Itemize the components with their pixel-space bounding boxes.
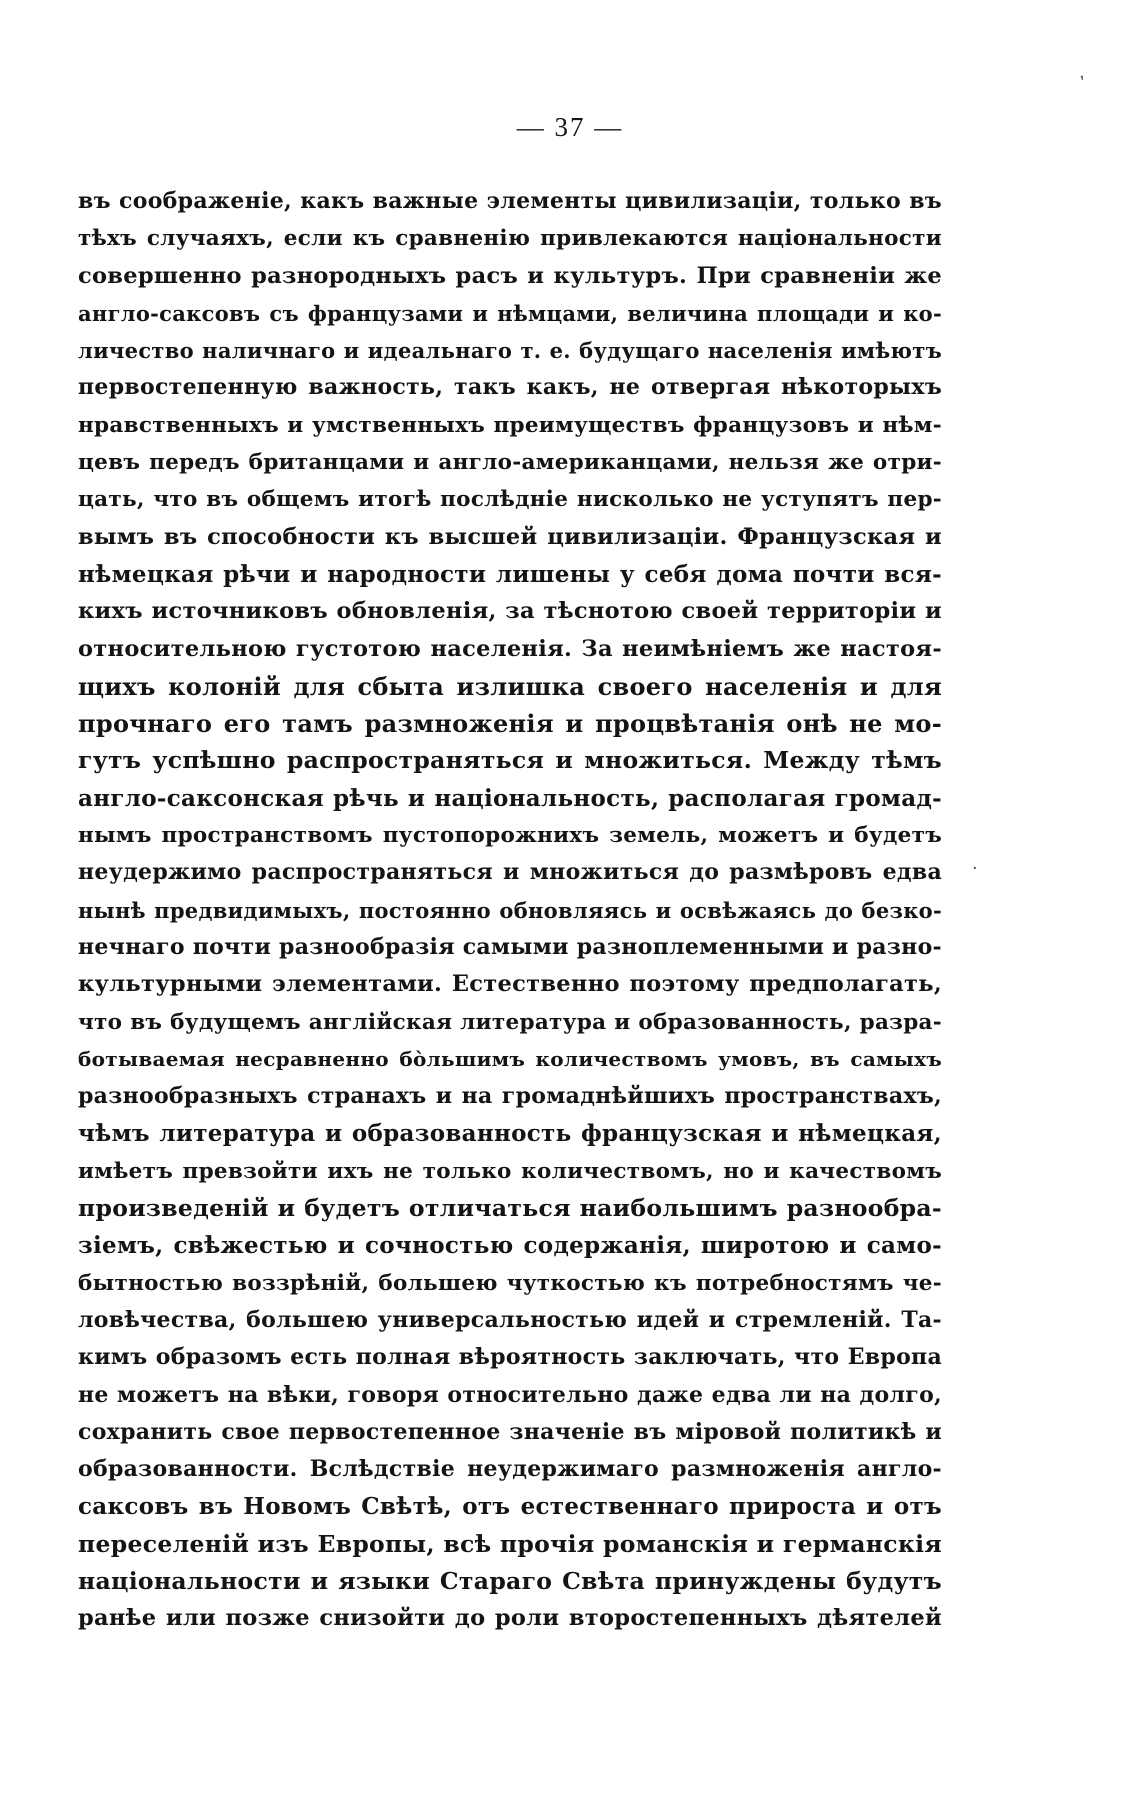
text-line: вымъ въ способности къ высшей цивилизаціи. Французская и [78,523,942,550]
text-line: кимъ образомъ есть полная вѣроятность заключать, что Европа [78,1344,942,1371]
text-line: щихъ колоній для сбыта излишка своего населенія и для [78,671,942,701]
text-line: кихъ источниковъ обновленія, за тѣснотою своей территоріи и [78,598,942,625]
text-line: гутъ успѣшно распространяться и множиться. Между тѣмъ [78,746,942,775]
text-line: нравственныхъ и умственныхъ преимуществъ французовъ и нѣм- [78,412,942,438]
text-line: національности и языки Стараго Свѣта принуждены будутъ [78,1566,942,1595]
text-line: бытностью воззрѣній, большею чуткостью къ потребностямъ че- [78,1270,942,1296]
text-line: переселеній изъ Европы, всѣ прочія романскія и германскія [78,1529,942,1558]
text-line: чѣмъ литература и образованность французская и нѣмецкая, [78,1120,942,1148]
text-line: нечнаго почти разнообразія самыми разноплеменными и разно- [78,933,942,960]
text-line: сохранить свое первостепенное значеніе въ міровой политикѣ и [78,1418,942,1445]
text-line: что въ будущемъ англійская литература и образованность, разра- [78,1009,942,1035]
text-line: первостепенную важность, такъ какъ, не отвергая нѣкоторыхъ [78,374,942,401]
text-line: ловѣчества, большею универсальностью идей и стремленій. Та- [78,1306,942,1333]
text-line: имѣетъ превзойти ихъ не только количествомъ, но и качествомъ [78,1158,942,1184]
text-line: ранѣе или позже снизойти до роли второстепенныхъ дѣятелей [78,1605,942,1632]
text-line: образованности. Вслѣдствіе неудержимаго размноженія англо- [78,1456,942,1483]
text-line: англо-саксовъ съ французами и нѣмцами, величина площади и ко- [78,300,942,326]
text-line: личество наличнаго и идеальнаго т. е. будущаго населенія имѣютъ [78,338,942,364]
scan-dot: · [972,858,978,879]
body-text [78,183,942,1638]
text-line: относительною густотою населенія. За неимѣніемъ же настоя- [78,635,942,662]
text-line: совершенно разнородныхъ расъ и культуръ. При сравненіи же [78,262,942,289]
text-line: зіемъ, свѣжестью и сочностью содержанія, широтою и само- [78,1232,942,1260]
text-line: тѣхъ случаяхъ, если къ сравненію привлекаются національности [78,226,942,252]
text-line: саксовъ въ Новомъ Свѣтѣ, отъ естественнаго прироста и отъ [78,1493,942,1521]
text-line: цать, что въ общемъ итогѣ послѣдніе нисколько не уступятъ пер- [78,487,942,513]
text-line: нѣмецкая рѣчи и народности лишены у себя дома почти вся- [78,560,942,588]
text-line: прочнаго его тамъ размноженія и процвѣтанія онѣ не мо- [78,709,942,739]
text-line: разнообразныхъ странахъ и на громаднѣйшихъ пространствахъ, [78,1083,942,1110]
text-line: англо-саксонская рѣчь и національность, располагая громад- [78,784,942,812]
text-line: не можетъ на вѣки, говоря относительно даже едва ли на долго, [78,1381,942,1408]
page-number: — 37 — [516,112,624,142]
text-line: въ соображеніе, какъ важные элементы цивилизаціи, только въ [78,188,942,214]
text-line: нымъ пространствомъ пустопорожнихъ земель, можетъ и будетъ [78,823,942,849]
text-line: культурными элементами. Естественно поэтому предполагать, [78,971,942,998]
text-line: ботываемая несравненно бо̀льшимъ количествомъ умовъ, въ самыхъ [78,1046,942,1071]
text-line: произведеній и будетъ отличаться наибольшимъ разнообра- [78,1194,942,1223]
text-line: неудержимо распространяться и множиться до размѣровъ едва [78,859,942,886]
text-line: нынѣ предвидимыхъ, постоянно обновляясь и освѣжаясь до безко- [78,897,942,923]
scan-speck: ʼ [1077,71,1093,94]
text-line: цевъ передъ британцами и англо-американцами, нельзя же отри- [78,450,942,476]
